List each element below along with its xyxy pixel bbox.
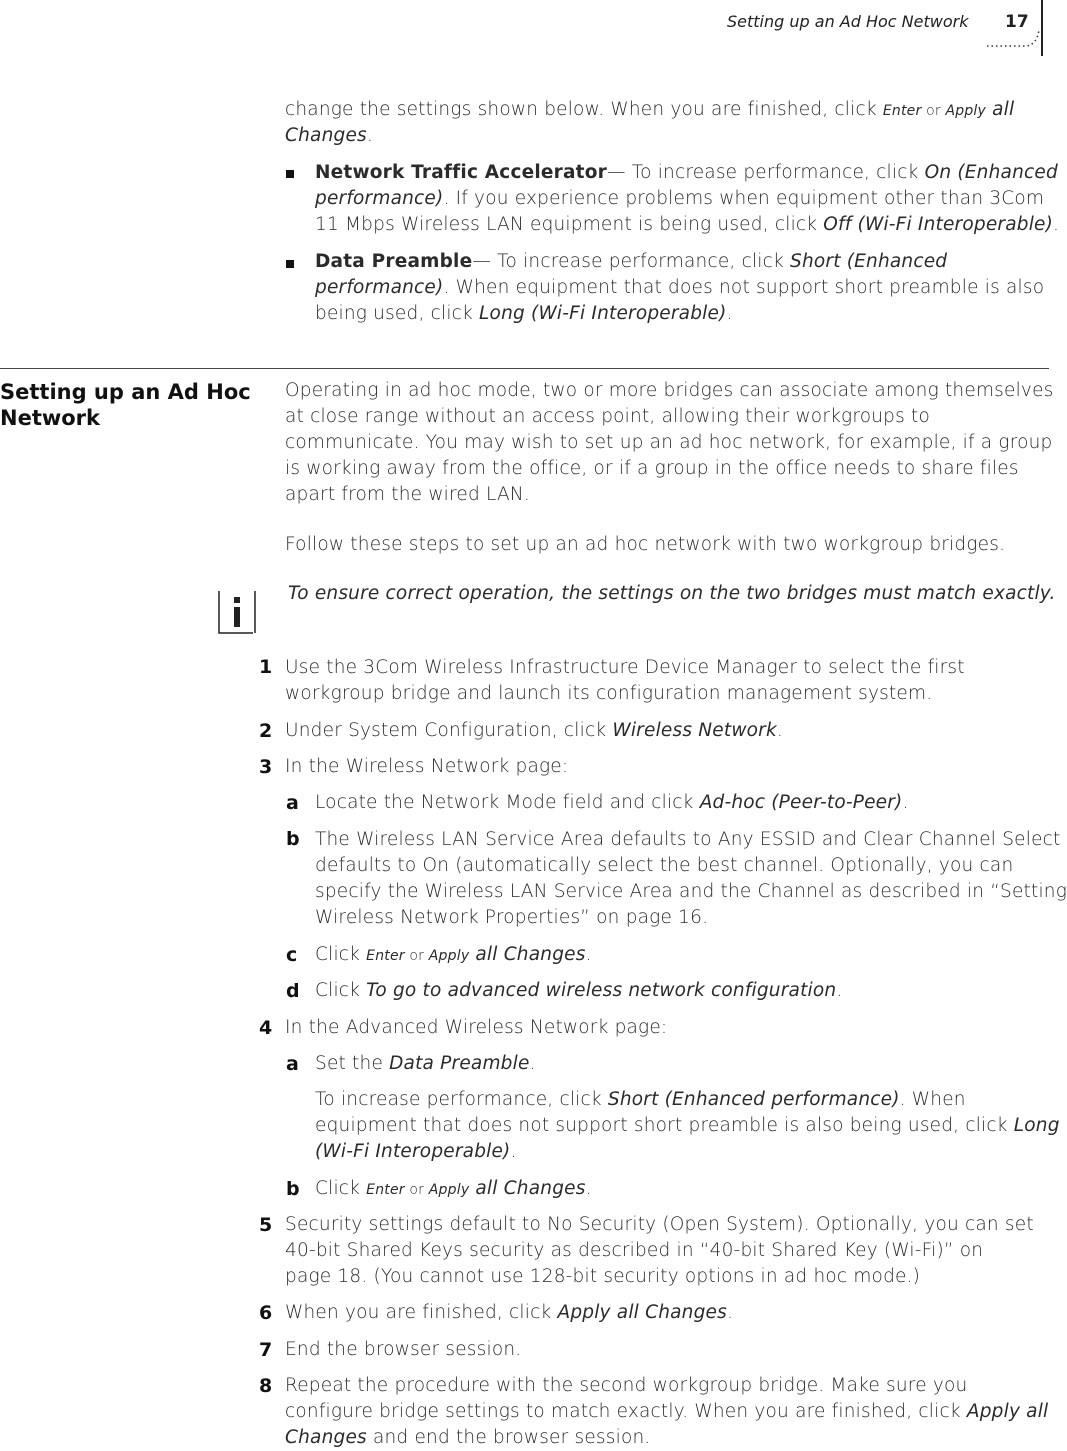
substep-letter: d	[286, 980, 300, 1002]
step-5-line: 40-bit Shared Keys security as described in “40-bit Shared Key (Wi-Fi)” on	[285, 1240, 984, 1261]
bullet-preamble-line-1: Data Preamble— To increase performance, click Short (Enhanced	[315, 251, 948, 272]
substep-letter: a	[286, 1053, 299, 1075]
bullet-accelerator-line-1: Network Traffic Accelerator— To increase performance, click On (Enhanced	[315, 162, 1058, 183]
substep-letter: b	[286, 1178, 300, 1200]
section-heading: Setting up an Ad Hoc Network	[0, 380, 251, 430]
step-number: 4	[259, 1017, 273, 1039]
step-7-text: End the browser session.	[285, 1339, 522, 1360]
step-4b-text: Click Enter or Apply all Changes.	[315, 1178, 592, 1199]
step-6-text: When you are finished, click Apply all Changes.	[285, 1302, 734, 1323]
step-3-text: In the Wireless Network page:	[285, 756, 569, 777]
section-para-line: communicate. You may wish to set up an ad hoc network, for example, if a group	[285, 432, 1053, 453]
intro-line-2: Changes.	[285, 125, 373, 146]
step-number: 2	[259, 720, 273, 742]
step-3d-text: Click To go to advanced wireless network configuration.	[315, 980, 843, 1001]
section-para-line: is working away from the office, or if a group in the office needs to share files	[285, 458, 1019, 479]
step-8-line-3: Changes and end the browser session.	[285, 1427, 651, 1448]
step-4-text: In the Advanced Wireless Network page:	[285, 1017, 668, 1038]
step-number: 7	[259, 1339, 273, 1361]
bullet-marker	[286, 170, 294, 178]
step-4a-para-line-1: To increase performance, click Short (Enhanced performance). When	[315, 1089, 966, 1110]
step-3b-line: Wireless Network Properties” on page 16.	[315, 907, 709, 928]
step-4a-para-line-2: equipment that does not support short preamble is also being used, click Long	[315, 1115, 1060, 1136]
step-number: 3	[259, 756, 273, 778]
section-intro-steps: Follow these steps to set up an ad hoc network with two workgroup bridges.	[285, 534, 1006, 555]
section-divider	[0, 368, 1049, 369]
step-1-line-2: workgroup bridge and launch its configuration management system.	[285, 683, 933, 704]
bullet-accelerator-line-2: performance). If you experience problems when equipment other than 3Com	[315, 188, 1045, 209]
step-2-text: Under System Configuration, click Wireless Network.	[285, 720, 783, 741]
section-para-line: at close range without an access point, allowing their workgroups to	[285, 406, 931, 427]
step-4a-text: Set the Data Preamble.	[315, 1053, 536, 1074]
step-3b-line: defaults to On (automatically select the best channel. Optionally, you can	[315, 855, 1014, 876]
bullet-accelerator-line-3: 11 Mbps Wireless LAN equipment is being used, click Off (Wi-Fi Interoperable).	[315, 214, 1060, 235]
step-8-line-2: configure bridge settings to match exactly. When you are finished, click Apply all	[285, 1401, 1049, 1422]
step-number: 1	[259, 656, 273, 678]
step-3b-line: The Wireless LAN Service Area defaults to Any ESSID and Clear Channel Select	[315, 829, 1061, 850]
bullet-preamble-line-3: being used, click Long (Wi-Fi Interoperable).	[315, 303, 733, 324]
step-5-line: page 18. (You cannot use 128-bit security options in ad hoc mode.)	[285, 1266, 921, 1287]
step-number: 5	[259, 1214, 273, 1236]
step-3b-line: specify the Wireless LAN Service Area and the Channel as described in “Setting	[315, 881, 1067, 902]
step-number: 8	[259, 1375, 273, 1397]
bullet-preamble-line-2: performance). When equipment that does not support short preamble is also	[315, 277, 1045, 298]
step-number: 6	[259, 1302, 273, 1324]
step-8-line-1: Repeat the procedure with the second workgroup bridge. Make sure you	[285, 1375, 968, 1396]
step-3a-text: Locate the Network Mode field and click Ad-hoc (Peer-to-Peer).	[315, 792, 909, 813]
dotted-corner-icon	[985, 0, 1045, 56]
note-text: To ensure correct operation, the settings on the two bridges must match exactly.	[288, 583, 1056, 604]
info-icon	[217, 587, 257, 635]
substep-letter: a	[286, 792, 299, 814]
step-1-line-1: Use the 3Com Wireless Infrastructure Device Manager to select the first	[285, 657, 965, 678]
section-para-line: Operating in ad hoc mode, two or more bridges can associate among themselves	[285, 380, 1054, 401]
bullet-marker	[286, 260, 294, 268]
substep-letter: c	[286, 944, 298, 966]
step-5-line: Security settings default to No Security (Open System). Optionally, you can set	[285, 1214, 1034, 1235]
page-number: 17	[1005, 12, 1029, 32]
step-3c-text: Click Enter or Apply all Changes.	[315, 944, 592, 965]
substep-letter: b	[286, 828, 300, 850]
step-4a-para-line-3: (Wi-Fi Interoperable).	[315, 1141, 517, 1162]
intro-line-1: change the settings shown below. When you are finished, click Enter or Apply all	[285, 99, 1015, 120]
section-para-line: apart from the wired LAN.	[285, 484, 530, 505]
running-header-title: Setting up an Ad Hoc Network	[727, 12, 969, 31]
